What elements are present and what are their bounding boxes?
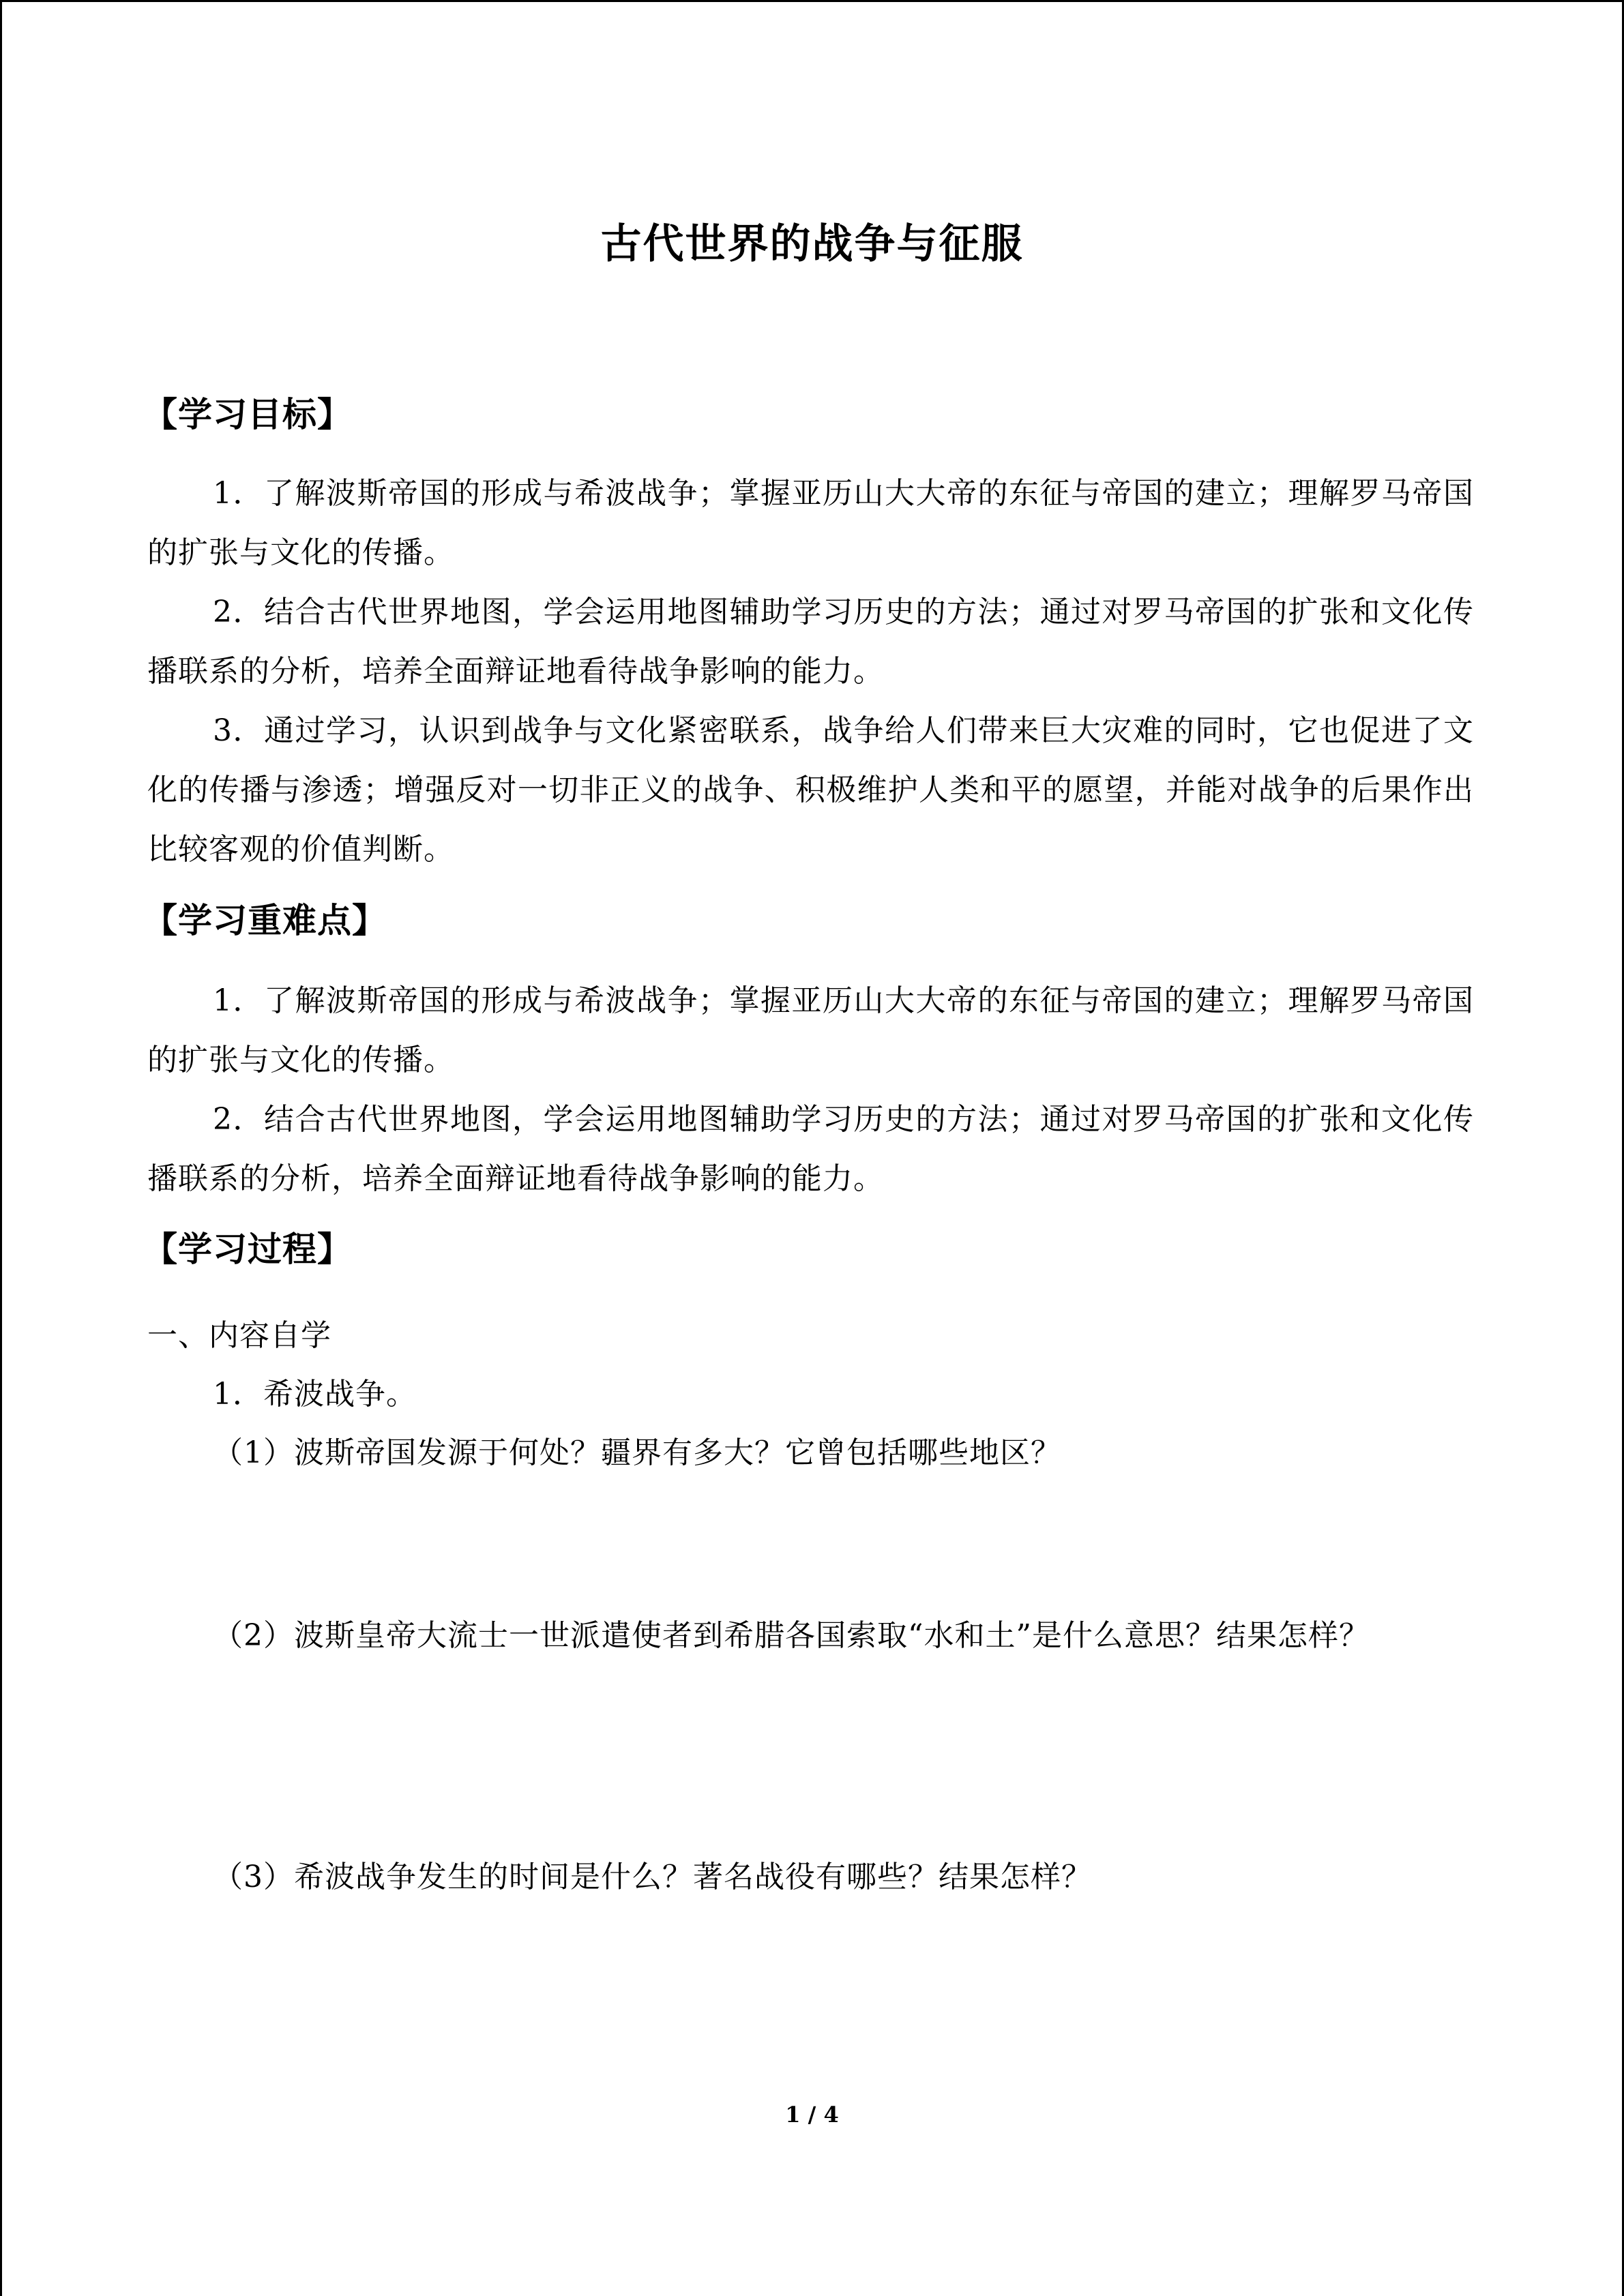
- heading-learning-goals: 【学习目标】: [143, 394, 352, 434]
- goal-item-2: 2．结合古代世界地图，学会运用地图辅助学习历史的方法；通过对罗马帝国的扩张和文化传播联系的分析，培养全面辩证地看待战争影响的能力。: [147, 595, 1474, 689]
- goal-item-3: 3．通过学习，认识到战争与文化紧密联系，战争给人们带来巨大灾难的同时，它也促进了文化的传播与渗透；增强反对一切非正义的战争、积极维护人类和平的愿望，并能对战争的后果作出比较客观的价值判断。: [147, 713, 1474, 867]
- question-3: （3）希波战争发生的时间是什么？著名战役有哪些？结果怎样？: [213, 1860, 1092, 1894]
- key-point-item-1: 1．了解波斯帝国的形成与希波战争；掌握亚历山大大帝的东征与帝国的建立；理解罗马帝国的扩张与文化的传播。: [147, 983, 1474, 1077]
- question-1: （1）波斯帝国发源于何处？疆界有多大？它曾包括哪些地区？: [213, 1435, 1061, 1470]
- page-title: 古代世界的战争与征服: [600, 220, 1024, 268]
- heading-key-points: 【学习重难点】: [143, 900, 387, 940]
- goal-item-1: 1．了解波斯帝国的形成与希波战争；掌握亚历山大大帝的东征与帝国的建立；理解罗马帝国的扩张与文化的传播。: [147, 476, 1474, 570]
- page-border-left: [0, 0, 2, 2296]
- sub-title-greco-persian-war: 1．希波战争。: [213, 1377, 417, 1412]
- heading-learning-process: 【学习过程】: [143, 1229, 352, 1269]
- page-border-top: [0, 0, 1624, 2]
- part-title-self-study: 一、内容自学: [147, 1318, 331, 1353]
- key-point-item-2: 2．结合古代世界地图，学会运用地图辅助学习历史的方法；通过对罗马帝国的扩张和文化传播联系的分析，培养全面辩证地看待战争影响的能力。: [147, 1102, 1474, 1196]
- page-number: 1 / 4: [785, 2102, 839, 2128]
- question-2: （2）波斯皇帝大流士一世派遣使者到希腊各国索取“水和土”是什么意思？结果怎样？: [213, 1618, 1370, 1653]
